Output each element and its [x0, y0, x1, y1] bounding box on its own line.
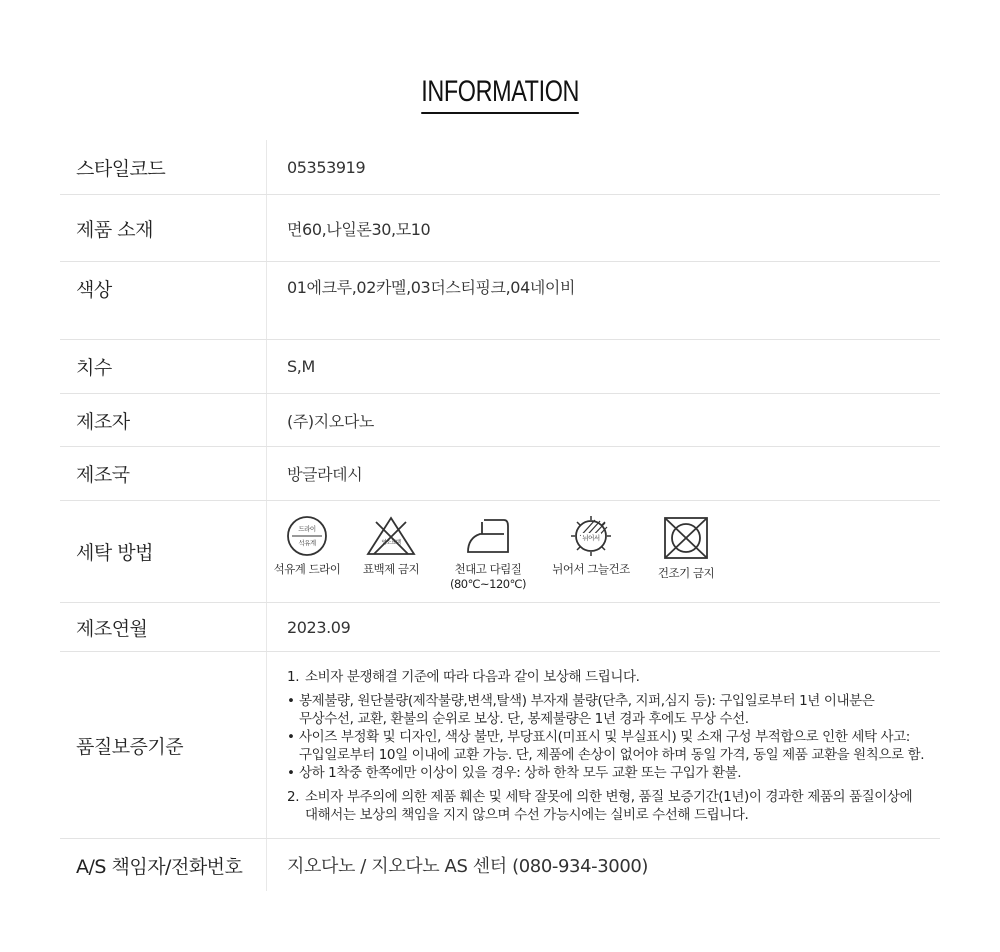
- item-text: 소비자 부주의에 의한 제품 훼손 및 세탁 잘못에 의한 변형, 품질 보증기간(1년)이 경과한 제품의 품질이상에: [305, 789, 913, 805]
- wash-caption-temp: (80℃~120℃): [449, 576, 527, 591]
- bullet: •: [287, 693, 295, 709]
- item-number: 2.: [287, 789, 300, 805]
- row-label: 제조자: [60, 394, 267, 446]
- bullet-line: 봉제불량, 원단불량(제작불량,변색,탈색) 부자재 불량(단추, 지퍼,심지 등): 구입일로부터 1년 이내분은: [299, 693, 875, 709]
- shade-dry-icon: [569, 516, 613, 556]
- quality-bullet-3: [287, 764, 924, 782]
- item-text: 소비자 분쟁해결 기준에 따라 다음과 같이 보상해 드립니다.: [305, 669, 640, 685]
- wash-item-no-tumble-dry: [641, 516, 731, 581]
- wash-caption: 석유계 드라이: [273, 561, 341, 576]
- dry-clean-icon: [285, 516, 329, 556]
- table-row-wash: [60, 501, 940, 603]
- wash-icons: [273, 512, 731, 592]
- bullet-line: 상하 1착중 한쪽에만 이상이 있을 경우: 상하 한착 모두 교환 또는 구입가 환불.: [299, 765, 742, 781]
- dry-clean-inner-top: 드라이: [298, 524, 316, 533]
- row-label: 치수: [60, 340, 267, 393]
- row-value: 방글라데시: [287, 465, 363, 484]
- wash-caption: 건조기 금지: [657, 565, 715, 580]
- wash-item-dry-clean: [267, 516, 347, 577]
- no-bleach-inner: 염소표백: [381, 539, 401, 546]
- row-label: 색상: [60, 262, 267, 339]
- item-number: 1.: [287, 669, 300, 685]
- table-row-quality: [60, 652, 940, 839]
- info-table: [60, 140, 940, 891]
- row-label: 제품 소재: [60, 195, 267, 261]
- row-value: (주)지오다노: [287, 411, 374, 431]
- row-label: 제조국: [60, 447, 267, 500]
- bullet: •: [287, 765, 295, 781]
- page-title: INFORMATION: [421, 74, 579, 114]
- wash-caption: 뉘어서 그늘건조: [552, 561, 630, 576]
- row-label: 품질보증기준: [60, 652, 267, 838]
- item-text: 대해서는 보상의 책임을 지지 않으며 수선 가능시에는 실비로 수선해 드립니다.: [305, 807, 749, 823]
- row-label: 스타일코드: [60, 140, 267, 194]
- bullet-line: 구입일로부터 10일 이내에 교환 가능. 단, 제품에 손상이 없어야 하며 동일 가격, 동일 제품 교환을 원칙으로 함.: [299, 747, 925, 763]
- table-row-color: [60, 262, 940, 340]
- quality-item-2: [287, 788, 924, 824]
- no-tumble-dry-icon: [663, 516, 709, 560]
- row-value: 2023.09: [287, 617, 351, 637]
- no-bleach-icon: [366, 516, 416, 556]
- row-value: 01에크루,02카멜,03더스티핑크,04네이비: [287, 278, 576, 297]
- quality-item-1: [287, 668, 924, 686]
- table-row-country: [60, 447, 940, 501]
- iron-icon: [464, 516, 512, 556]
- row-value: 05353919: [287, 157, 366, 177]
- bullet-line: 무상수선, 교환, 환불의 순위로 보상. 단, 봉제불량은 1년 경과 후에도 무상 수선.: [299, 711, 749, 727]
- row-value: 면60,나일론30,모10: [287, 219, 431, 239]
- section-title-wrap: [0, 74, 1000, 114]
- row-label: 세탁 방법: [60, 501, 267, 602]
- table-row-date: [60, 603, 940, 652]
- wash-caption: 천대고 다림질: [454, 561, 522, 576]
- table-row-maker: [60, 394, 940, 447]
- table-row-as: [60, 839, 940, 891]
- shade-dry-inner: 뉘어서: [582, 533, 600, 542]
- quality-bullet-2: [287, 728, 924, 764]
- wash-item-iron: [433, 516, 543, 592]
- row-value: 지오다노 / 지오다노 AS 센터 (080-934-3000): [287, 856, 649, 877]
- wash-item-shade-dry: [541, 516, 641, 577]
- dry-clean-inner-bottom: 석유계: [298, 538, 316, 547]
- table-row-material: [60, 195, 940, 262]
- table-row-size: [60, 340, 940, 394]
- bullet-line: 사이즈 부정확 및 디자인, 색상 불만, 부당표시(미표시 및 부실표시) 및 소재 구성 부적합으로 인한 세탁 사고:: [299, 729, 910, 745]
- wash-icons-cell: [267, 501, 940, 602]
- quality-cell: [267, 652, 940, 838]
- row-label: A/S 책임자/전화번호: [60, 839, 267, 891]
- bullet: •: [287, 729, 295, 745]
- wash-item-no-bleach: [351, 516, 431, 577]
- wash-caption: 표백제 금지: [362, 561, 420, 576]
- table-row-style-code: [60, 140, 940, 195]
- quality-text: [287, 668, 924, 830]
- quality-bullet-1: [287, 692, 924, 728]
- row-label: 제조연월: [60, 603, 267, 651]
- row-value: S,M: [287, 357, 315, 376]
